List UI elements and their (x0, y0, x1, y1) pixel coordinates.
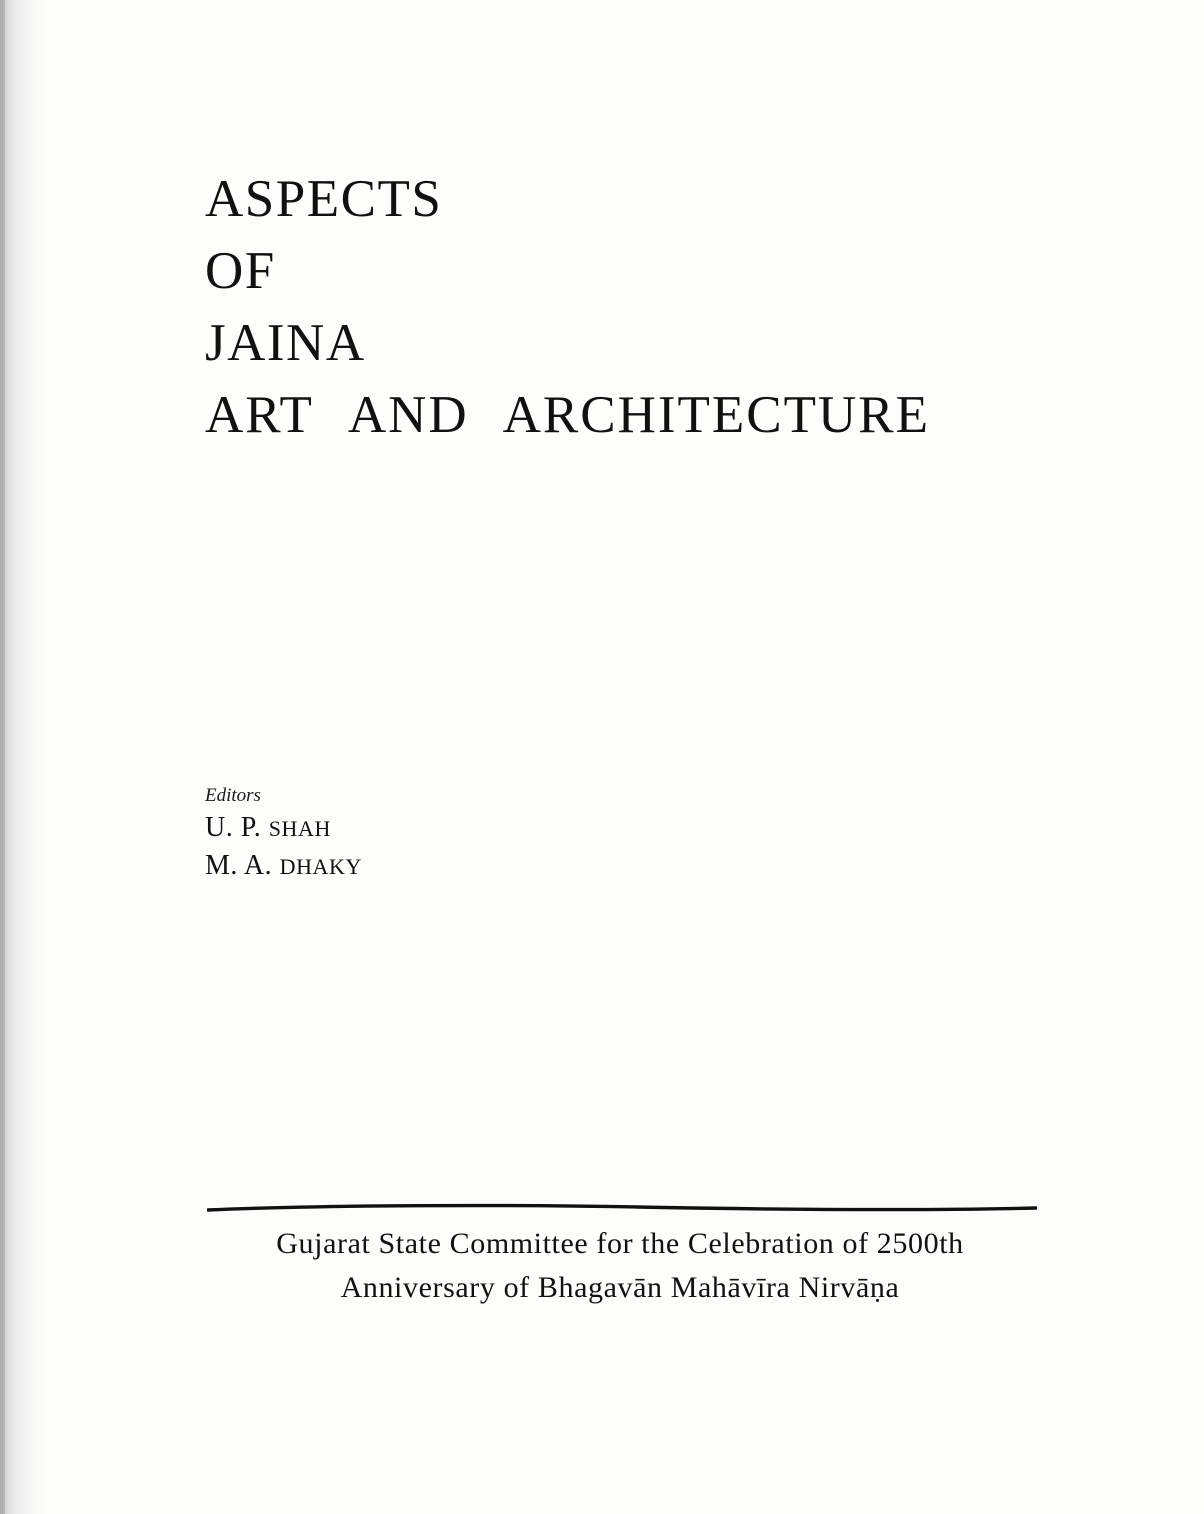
publisher-line-1: Gujarat State Committee for the Celebration of 2500th (276, 1227, 964, 1260)
page-title (205, 163, 1105, 451)
title-line-4 (205, 379, 1105, 451)
editors-label: Editors (205, 785, 261, 806)
editor-name-2 (205, 847, 362, 885)
title-line-3: JAINA (205, 314, 366, 372)
editors-block (205, 783, 362, 885)
title-word-art: ART (205, 386, 314, 444)
editor-name-1 (205, 809, 362, 847)
horizontal-rule (207, 1203, 1037, 1215)
publisher-block (180, 1222, 1060, 1310)
title-line-1: ASPECTS (205, 170, 443, 228)
editor-2-surname: DHAKY (279, 854, 363, 879)
editor-1-initials: U. P. (205, 812, 262, 843)
title-word-and: AND (347, 386, 469, 444)
title-line-2: OF (205, 242, 276, 300)
title-word-architecture: ARCHITECTURE (502, 386, 931, 444)
editor-2-initials: M. A. (205, 850, 273, 881)
publisher-line-2: Anniversary of Bhagavān Mahāvīra Nirvāṇa (340, 1271, 900, 1304)
editor-1-surname: SHAH (268, 816, 332, 841)
